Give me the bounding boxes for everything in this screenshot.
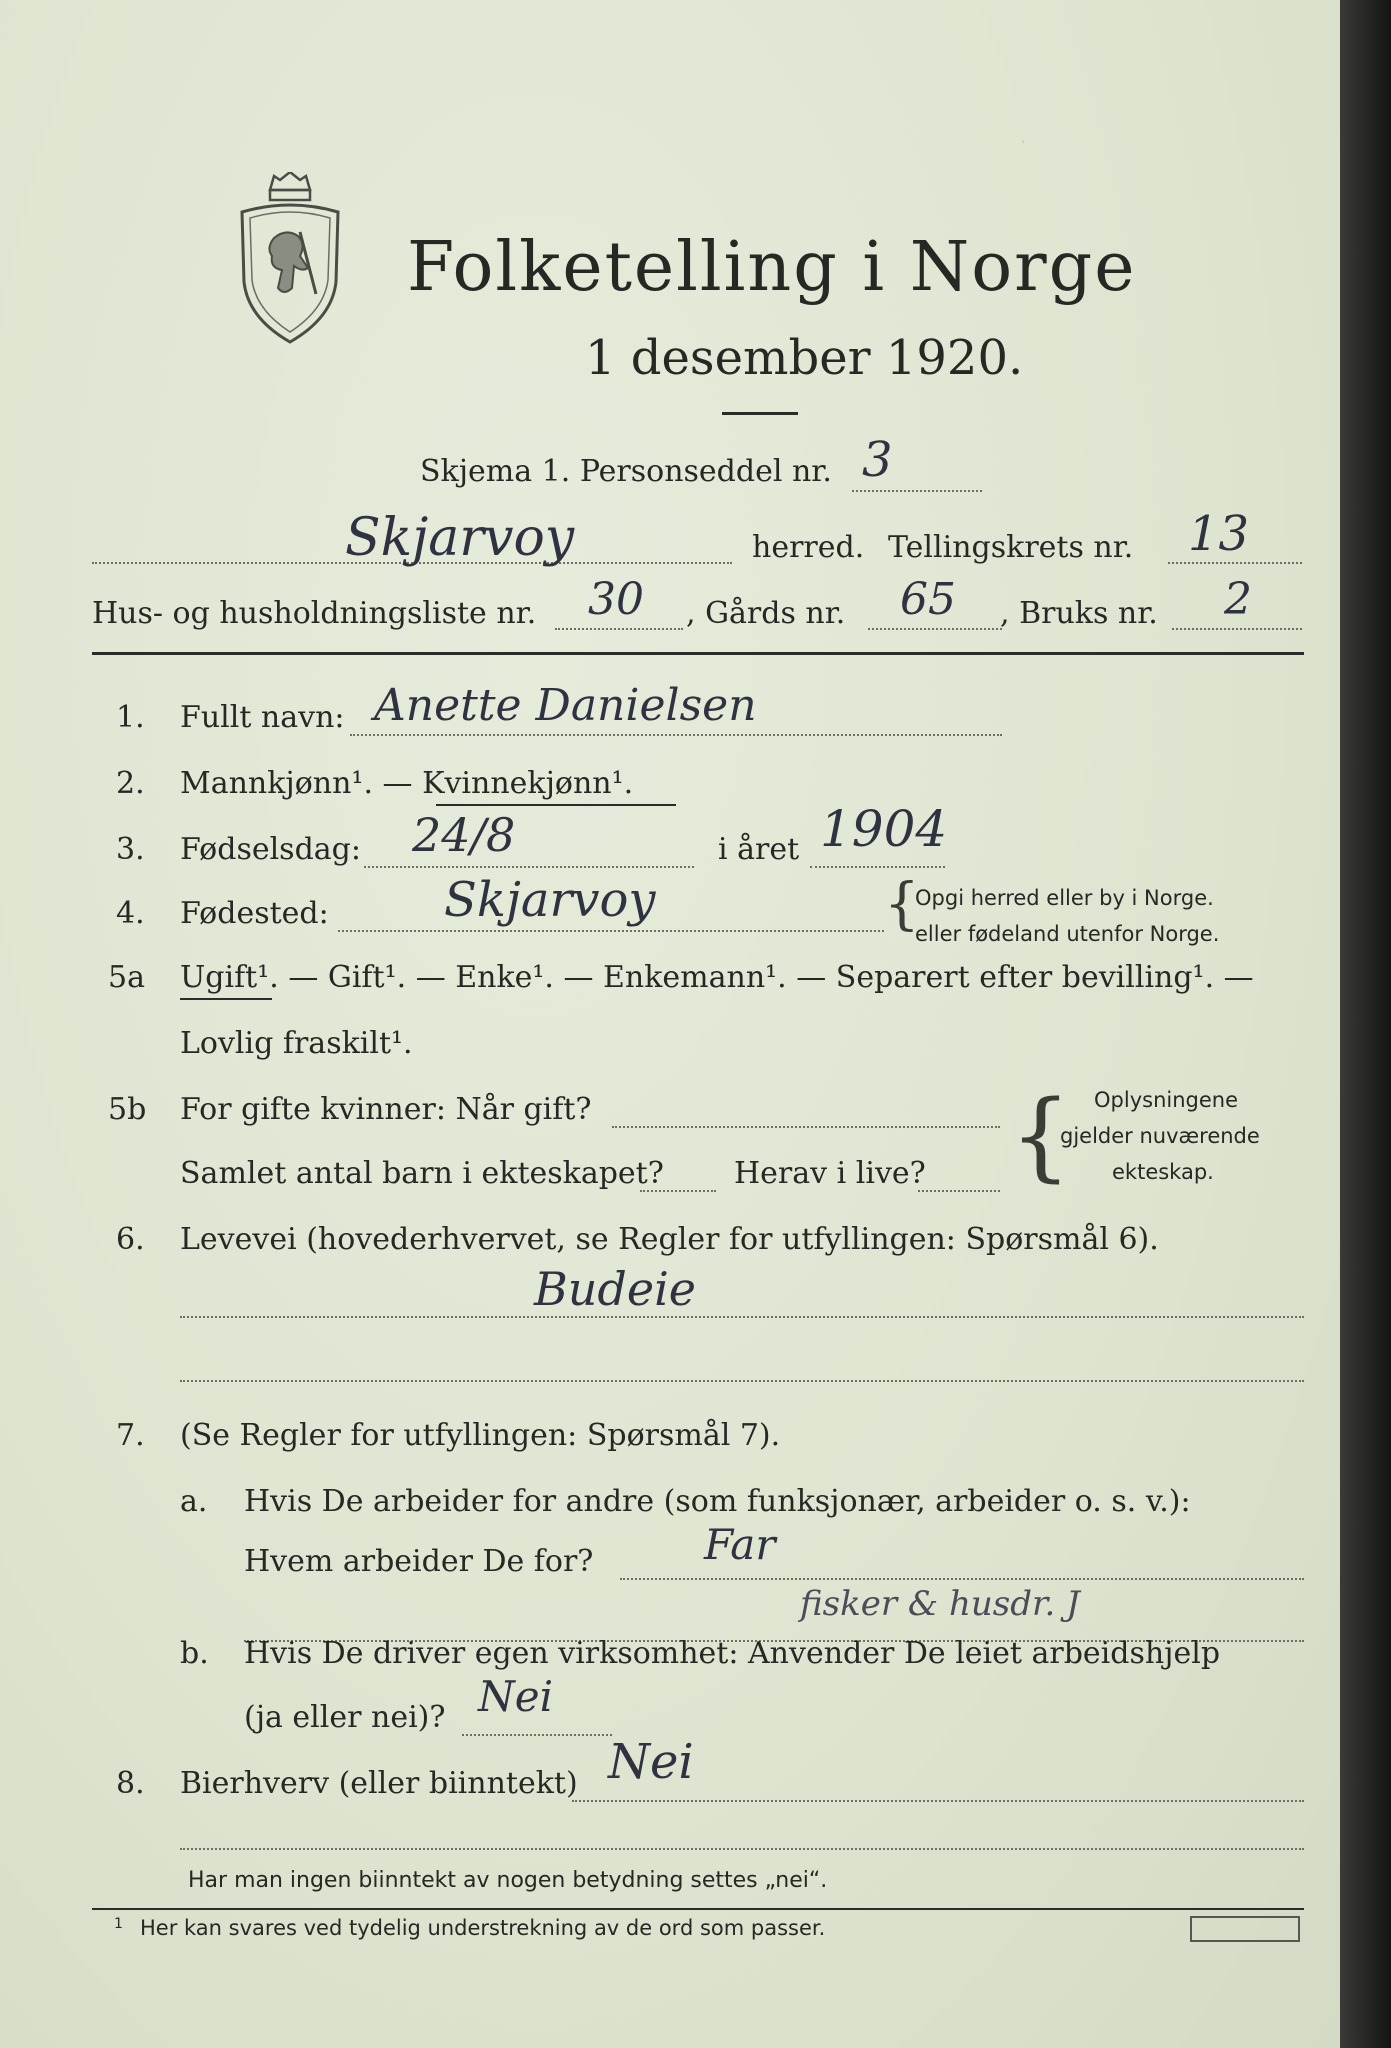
q6-line1 xyxy=(180,1316,1304,1318)
bruks-label: , Bruks nr. xyxy=(1000,596,1158,631)
q3-label: Fødselsdag: xyxy=(180,832,361,867)
gards-nr: 65 xyxy=(900,574,956,625)
q8-line xyxy=(572,1800,1304,1802)
q6-number: 6. xyxy=(116,1222,145,1257)
q4-number: 4. xyxy=(116,896,145,931)
gards-label: , Gårds nr. xyxy=(686,596,846,631)
q7-number: 7. xyxy=(116,1418,145,1453)
q5b-married-line xyxy=(612,1126,1000,1128)
census-date: 1 desember 1920. xyxy=(585,330,1024,386)
footnote-mark: 1 xyxy=(114,1916,123,1932)
q2-underline-kvinnekjonn xyxy=(436,804,676,806)
herred-label: herred. xyxy=(752,530,865,565)
personseddel-nr: 3 xyxy=(862,432,893,488)
q1-label: Fullt navn: xyxy=(180,700,345,735)
q3-year-line xyxy=(810,866,945,868)
q6-line2 xyxy=(180,1380,1304,1382)
q7b-value: Nei xyxy=(478,1672,554,1721)
q5b-children-line xyxy=(640,1190,716,1192)
q1-line xyxy=(350,734,1002,736)
skjema-label: Skjema 1. Personseddel nr. xyxy=(420,454,832,489)
q4-note-line2: eller fødeland utenfor Norge. xyxy=(915,922,1220,946)
q8-number: 8. xyxy=(116,1766,145,1801)
q5b-number: 5b xyxy=(108,1092,147,1127)
q5a-marital-options: Ugift¹. — Gift¹. — Enke¹. — Enkemann¹. — Separert efter bevilling¹. — xyxy=(180,960,1254,995)
footer-instruction: Har man ingen biinntekt av nogen betydning settes „nei“. xyxy=(188,1868,828,1893)
q5b-alive-line xyxy=(918,1190,1000,1192)
norway-coat-of-arms-icon xyxy=(236,172,344,344)
q3-line xyxy=(364,866,694,868)
q5b-label: For gifte kvinner: Når gift? xyxy=(180,1092,592,1127)
q5a-underline-ugift xyxy=(180,998,272,1000)
title-divider xyxy=(722,412,798,415)
footnote-text: Her kan svares ved tydelig understrekning av de ord som passer. xyxy=(140,1916,826,1940)
q4-line xyxy=(338,930,884,932)
q3-year-label: i året xyxy=(718,832,800,867)
q2-gender-options: Mannkjønn¹. — Kvinnekjønn¹. xyxy=(180,766,634,801)
gards-line xyxy=(868,628,1002,630)
tellingskrets-nr: 13 xyxy=(1188,506,1250,562)
q5b-note-line1: Oplysningene xyxy=(1094,1088,1238,1112)
q5a-number: 5a xyxy=(108,960,145,995)
q3-birth-date: 24/8 xyxy=(412,808,516,862)
q5b-alive-label: Herav i live? xyxy=(734,1156,926,1191)
q1-full-name: Anette Danielsen xyxy=(374,680,757,731)
herred-value: Skjarvoy xyxy=(345,508,575,568)
q7b-line xyxy=(462,1734,612,1736)
q4-note-brace: { xyxy=(884,872,920,937)
tellingskrets-label: Tellingskrets nr. xyxy=(888,530,1134,565)
q8-label: Bierhverv (eller biinntekt) xyxy=(180,1766,578,1801)
census-form-sheet: · Folketelling i Norge 1 desember 1920. Skjema 1. Personseddel nr. 3 Skjarvoy herred. Tellingskrets nr. 13 Hus- og husholdningsliste nr. 30 , Gårds nr. 65 , Bruks nr. 2 1. Fullt navn: Anette Danielsen 2. Mannkjønn¹. — Kvinnekjønn¹. 3. Fødselsdag: 24/8 i året 1904 4. Fødested: Skjarvoy { Opgi herred eller by i Norge. eller fødeland utenfor Norge. 5a Ugift¹. — Gift¹. — Enke¹. — Enkemann¹. — Separert efter bevilling¹. — Lovlig fraskilt¹. 5b For gifte kvinner: Når gift? Samlet antal barn i ekteskapet? Herav i live? { Oplysningene gjelder nuværende ekteskap. 6. Levevei (hovederhvervet, se Regler for utfyllingen: Spørsmål 6). Budeie 7. (Se Regler for utfyllingen: Spørsmål 7). a. Hvis De arbeider for andre (som funksjonær, arbeider o. s. v.): Hvem arbeider De for? Far fisker & husdr. J b. Hvis De driver egen virksomhet: Anvender De leiet arbeidshjelp (ja eller nei)? Nei 8. Bierhverv (eller biinntekt) Nei Har man ingen biinntekt av nogen betydning settes „nei“. 1 Her kan svares ved tydelig understrekning av de ord som passer. xyxy=(0,0,1340,2048)
q7b-label: Hvis De driver egen virksomhet: Anvender De leiet arbeidshjelp xyxy=(244,1636,1221,1671)
q7b-label-cont: (ja eller nei)? xyxy=(244,1700,446,1735)
footer-rule xyxy=(92,1908,1304,1910)
q8-value: Nei xyxy=(608,1734,694,1790)
q1-number: 1. xyxy=(116,700,145,735)
q5b-children-label: Samlet antal barn i ekteskapet? xyxy=(180,1156,664,1191)
q5b-note-brace: { xyxy=(1010,1080,1072,1192)
q6-label: Levevei (hovederhvervet, se Regler for utfyllingen: Spørsmål 6). xyxy=(180,1222,1159,1257)
q7-label: (Se Regler for utfyllingen: Spørsmål 7). xyxy=(180,1418,781,1453)
q5b-note-line2: gjelder nuværende xyxy=(1060,1124,1260,1148)
bruks-nr: 2 xyxy=(1224,574,1252,625)
q4-label: Fødested: xyxy=(180,896,329,931)
form-title: Folketelling i Norge xyxy=(407,228,1137,307)
q2-number: 2. xyxy=(116,766,145,801)
hus-line xyxy=(555,628,683,630)
q5b-note-line3: ekteskap. xyxy=(1112,1160,1214,1184)
q7a-employer-line xyxy=(620,1578,1304,1580)
q7b-number: b. xyxy=(180,1636,209,1671)
header-rule xyxy=(92,652,1304,655)
q4-note-line1: Opgi herred eller by i Norge. xyxy=(915,886,1214,910)
q8-extra-line xyxy=(180,1848,1304,1850)
q7a-employer-value: Far xyxy=(704,1520,776,1569)
q7a-number: a. xyxy=(180,1484,208,1519)
bruks-line xyxy=(1172,628,1302,630)
tellingskrets-line xyxy=(1168,562,1302,564)
q7a-label: Hvis De arbeider for andre (som funksjonær, arbeider o. s. v.): xyxy=(244,1484,1191,1519)
scanner-edge-strip xyxy=(1340,0,1391,2048)
hus-nr: 30 xyxy=(588,574,644,625)
printer-stamp xyxy=(1190,1916,1300,1942)
q4-birthplace: Skjarvoy xyxy=(444,872,656,928)
q7a-employer-note: fisker & husdr. J xyxy=(800,1584,1080,1624)
hus-label: Hus- og husholdningsliste nr. xyxy=(92,596,537,631)
q5a-marital-options-cont: Lovlig fraskilt¹. xyxy=(180,1026,413,1061)
q3-birth-year: 1904 xyxy=(820,800,948,858)
personseddel-line xyxy=(852,490,982,492)
q7a-employer-label: Hvem arbeider De for? xyxy=(244,1544,594,1579)
q3-number: 3. xyxy=(116,832,145,867)
q6-occupation: Budeie xyxy=(534,1262,697,1316)
